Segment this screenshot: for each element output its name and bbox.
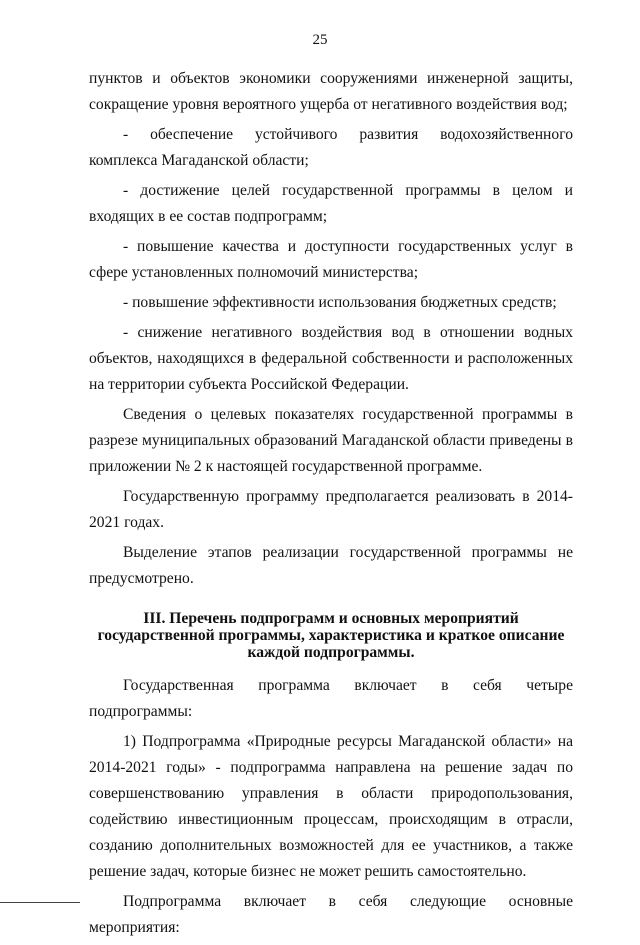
list-item-water-complex: - обеспечение устойчивого развития водохозяйственного комплекса Магаданской области; xyxy=(89,126,573,169)
page-number: 25 xyxy=(312,32,328,48)
paragraph-main-activities: Подпрограмма включает в себя следующие основные мероприятия: xyxy=(89,893,573,936)
list-item-services-quality: - повышение качества и доступности государственных услуг в сфере установленных полномочий министерства; xyxy=(89,238,573,281)
list-item-water-impact: - снижение негативного воздействия вод в отношении водных объектов, находящихся в федеральной собственности и расположенных на территории субъекта Российской Федерации. xyxy=(89,324,573,393)
paragraph-continuation: пунктов и объектов экономики сооружениями инженерной защиты, сокращение уровня вероятного ущерба от негативного воздействия вод; xyxy=(89,70,573,113)
paragraph-implementation-period: Государственную программу предполагается реализовать в 2014-2021 годах. xyxy=(89,488,573,531)
section-heading: III. Перечень подпрограмм и основных мероприятий государственной программы, характеристика и краткое описание каждой подпрограммы. xyxy=(97,610,565,661)
paragraph-subprograms-intro: Государственная программа включает в себя четыре подпрограммы: xyxy=(89,677,573,720)
paragraph-target-indicators: Сведения о целевых показателях государственной программы в разрезе муниципальных образований Магаданской области приведены в приложении № 2 к настоящей государственной программе. xyxy=(89,406,573,475)
paragraph-subprogram-1: 1) Подпрограмма «Природные ресурсы Магаданской области» на 2014-2021 годы» - подпрограмма направлена на решение задач по совершенствованию управления в области природопользования, содействию инвестиционным процессам, происходящим в отрасли, созданию дополнительных возможностей для ее участников, а также решение задач, которые бизнес не может решить самостоятельно. xyxy=(89,733,573,880)
footer-divider xyxy=(0,902,80,903)
paragraph-stages: Выделение этапов реализации государственной программы не предусмотрено. xyxy=(89,544,573,587)
list-item-budget-efficiency: - повышение эффективности использования бюджетных средств; xyxy=(123,294,557,311)
list-item-program-goals: - достижение целей государственной программы в целом и входящих в ее состав подпрограмм; xyxy=(89,182,573,225)
document-body xyxy=(89,66,573,945)
